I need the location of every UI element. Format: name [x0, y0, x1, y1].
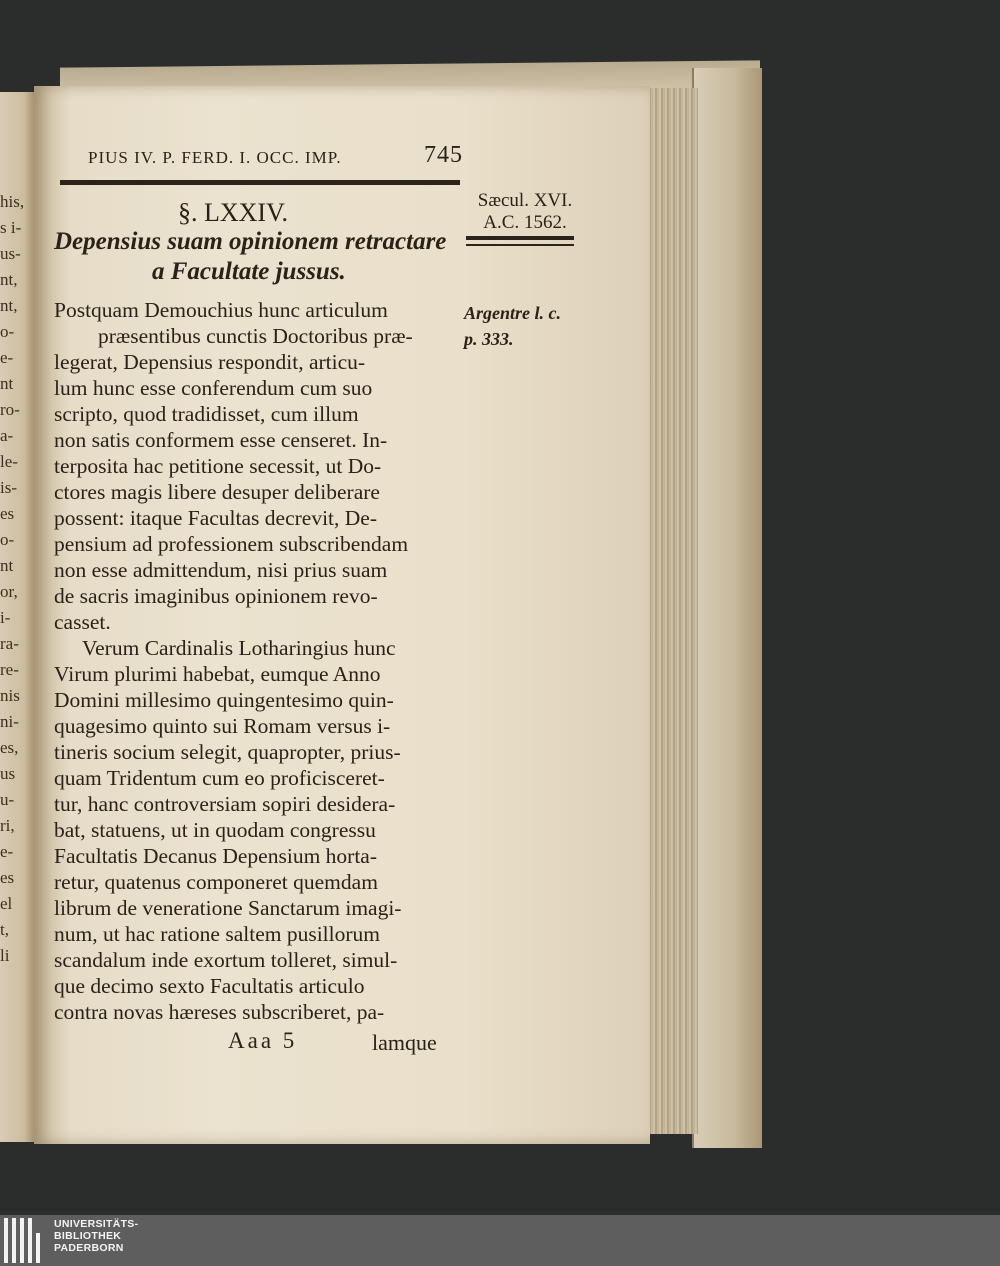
left-page-fragment: e-: [0, 348, 14, 367]
left-page-fragment: o-: [0, 322, 15, 341]
left-page-fragment: el: [0, 894, 13, 913]
left-page-fragment: s i-: [0, 218, 22, 237]
left-page-fragment: nt,: [0, 270, 18, 289]
body-line: scripto, quod tradidisset, cum illum: [54, 402, 359, 426]
library-footer-bar: [0, 1215, 1000, 1266]
left-page-fragment: nt: [0, 374, 14, 393]
left-page-fragment: e-: [0, 842, 14, 861]
body-line: tineris socium selegit, quapropter, prius-: [54, 740, 401, 764]
section-title-line1: Depensius suam opinionem retractare: [54, 228, 447, 255]
body-line: ctores magis libere desuper deliberare: [54, 480, 380, 504]
margin-note-century: Sæcul. XVI.: [477, 190, 573, 211]
left-page-fragment: us-: [0, 244, 21, 263]
book-cover-right: [692, 68, 762, 1148]
left-page-fragment: a-: [0, 426, 14, 445]
body-line: Virum plurimi habebat, eumque Anno: [54, 662, 381, 686]
body-line: bat, statuens, ut in quodam congressu: [54, 818, 376, 842]
margin-note-ref2: p. 333.: [464, 329, 514, 349]
body-line: tur, hanc controversiam sopiri desidera-: [54, 792, 396, 816]
running-head: [88, 142, 488, 178]
body-line: de sacris imaginibus opinionem revo-: [54, 584, 378, 608]
body-line: non esse admittendum, nisi prius suam: [54, 558, 388, 582]
left-page-fragment: his,: [0, 192, 25, 211]
body-line: Postquam Demouchius hunc articulum: [54, 298, 388, 322]
library-logo-icon: [0, 1215, 46, 1266]
header-rule: [60, 180, 460, 185]
body-line: Facultatis Decanus Depensium horta-: [54, 844, 378, 868]
left-page-fragment: is-: [0, 478, 17, 497]
left-page-fragment: u-: [0, 790, 15, 809]
margin-rule-thin: [466, 244, 574, 246]
body-line: pensium ad professionem subscribendam: [54, 532, 409, 556]
left-page-fragment: ri,: [0, 816, 15, 835]
left-page-fragment: i-: [0, 608, 11, 627]
left-page-fragment: li: [0, 946, 10, 965]
left-page-fragment: ro-: [0, 400, 20, 419]
body-line: contra novas hæreses subscriberet, pa-: [54, 1000, 385, 1024]
signature-mark: Aaa 5: [228, 1028, 298, 1053]
section-title-line2: a Facultate jussus.: [152, 258, 346, 285]
body-line: Domini millesimo quingentesimo quin-: [54, 688, 394, 712]
library-name-line2: BIBLIOTHEK: [54, 1230, 122, 1242]
body-line: scandalum inde exortum tolleret, simul-: [54, 948, 398, 972]
left-page-fragment: us: [0, 764, 16, 783]
left-page-fragment: re-: [0, 660, 19, 679]
body-line: retur, quatenus componeret quemdam: [54, 870, 378, 894]
margin-rule: [466, 236, 574, 240]
section-number: §. LXXIV.: [178, 198, 289, 227]
body-line: librum de veneratione Sanctarum imagi-: [54, 896, 402, 920]
left-page-fragment: nt: [0, 556, 14, 575]
left-page-fragment: ni-: [0, 712, 19, 731]
left-page-fragment: es,: [0, 738, 19, 757]
left-page-fragment: es: [0, 504, 15, 523]
left-page-fragment: ra-: [0, 634, 19, 653]
body-line: que decimo sexto Facultatis articulo: [54, 974, 365, 998]
body-line: non satis conformem esse censeret. In-: [54, 428, 388, 452]
margin-note-date: [470, 190, 580, 234]
body-line: Verum Cardinalis Lotharingius hunc: [82, 636, 396, 660]
left-page-fragment: es: [0, 868, 15, 887]
left-page-fragment: or,: [0, 582, 18, 601]
body-line: legerat, Depensius respondit, articu-: [54, 350, 366, 374]
body-line: casset.: [54, 610, 111, 634]
body-line: num, ut hac ratione saltem pusillorum: [54, 922, 381, 946]
left-page-fragment: o-: [0, 530, 15, 549]
left-page-fragment: le-: [0, 452, 18, 471]
margin-note-reference: [464, 300, 561, 352]
body-line: quam Tridentum cum eo proficisceret-: [54, 766, 385, 790]
body-line: præsentibus cunctis Doctoribus præ-: [98, 324, 413, 348]
left-page-fragment: t,: [0, 920, 9, 939]
running-head-text: PIUS IV. P. FERD. I. OCC. IMP.: [88, 148, 342, 167]
body-line: quagesimo quinto sui Romam versus i-: [54, 714, 391, 738]
margin-note-ref1: Argentre l. c.: [464, 303, 561, 323]
body-line: possent: itaque Facultas decrevit, De-: [54, 506, 377, 530]
library-name-line1: UNIVERSITÄTS-: [54, 1218, 139, 1230]
left-page-fragment: nis: [0, 686, 20, 705]
library-name: [54, 1218, 138, 1254]
left-page-fragment: nt,: [0, 296, 18, 315]
catchword: lamque: [372, 1030, 437, 1055]
library-name-line3: PADERBORN: [54, 1242, 124, 1254]
body-line: terposita hac petitione secessit, ut Do-: [54, 454, 382, 478]
page-number: 745: [424, 142, 463, 168]
body-line: lum hunc esse conferendum cum suo: [54, 376, 373, 400]
margin-note-year: A.C. 1562.: [483, 212, 567, 233]
